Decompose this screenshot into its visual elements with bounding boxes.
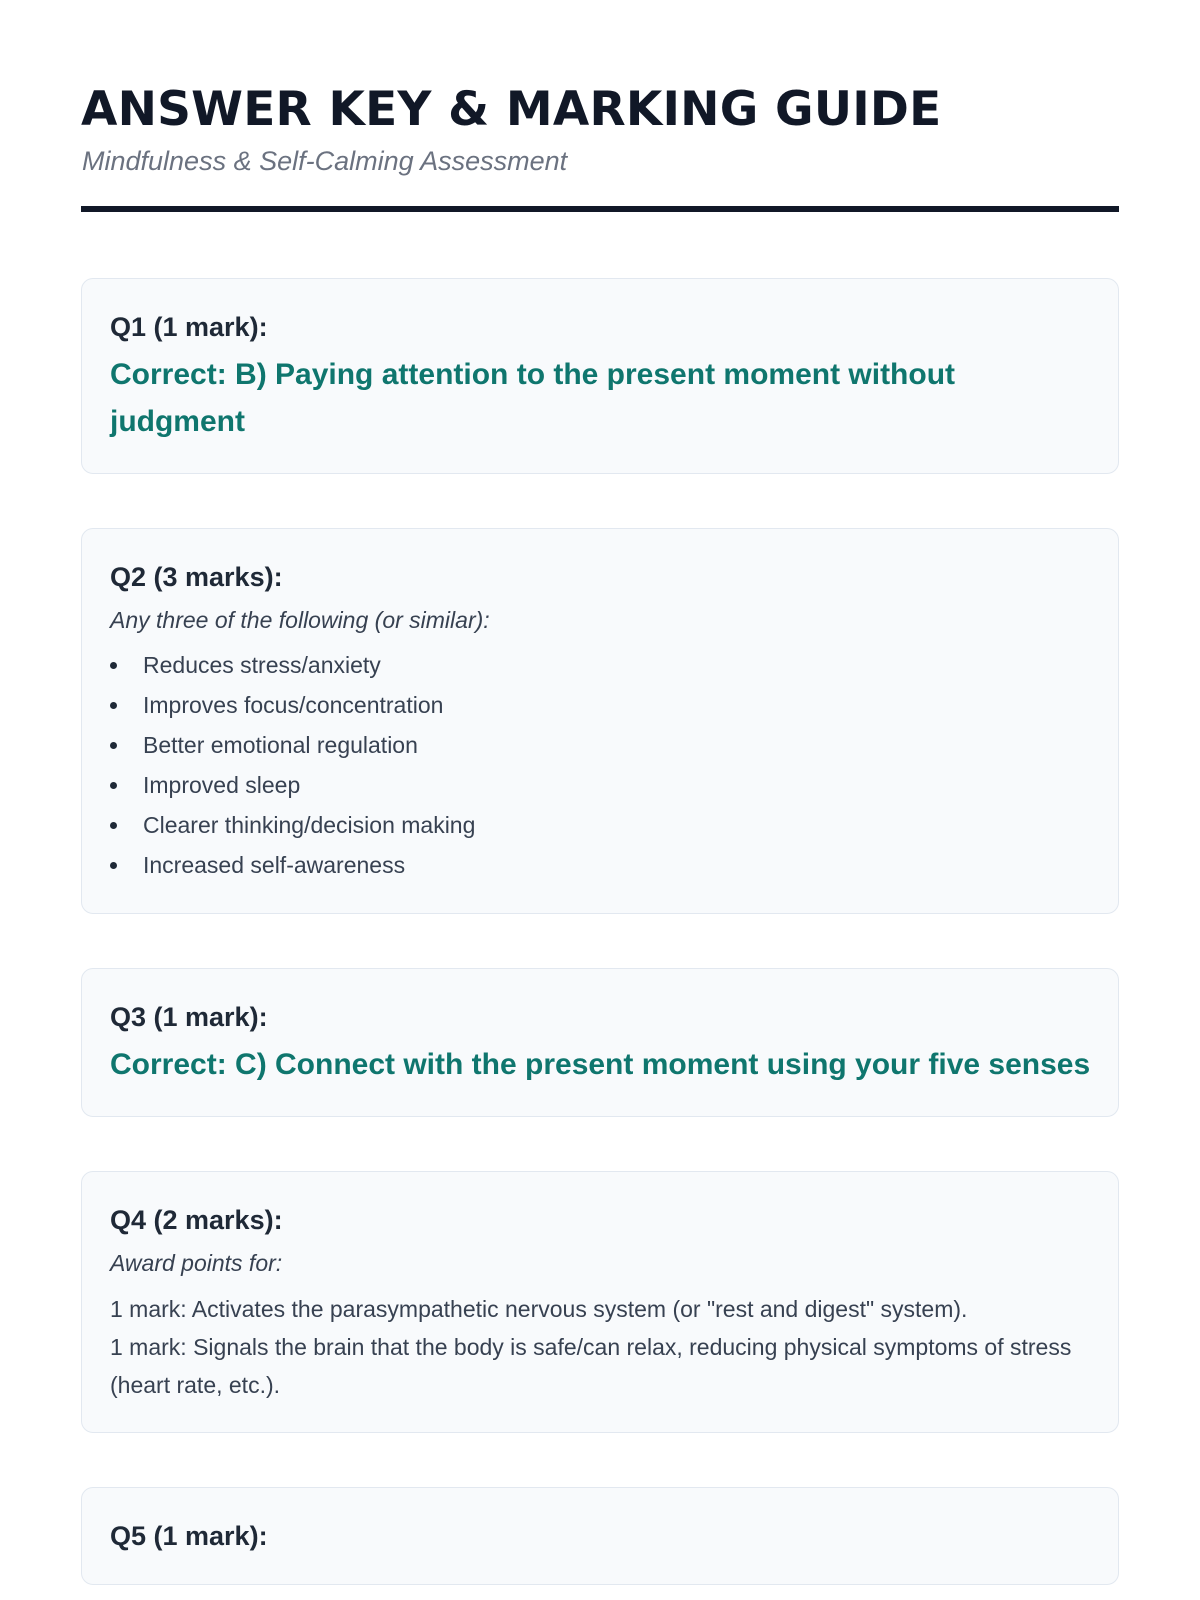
question-heading: Q1 (1 mark): — [110, 312, 268, 342]
marking-line: 1 mark: Activates the parasympathetic nervous system (or "rest and digest" system). — [110, 1296, 968, 1322]
list-item-text: Improved sleep — [143, 772, 301, 798]
question-card-q4 — [81, 1171, 1119, 1433]
list-item — [110, 685, 1091, 725]
question-heading: Q3 (1 mark): — [110, 1002, 268, 1032]
bullet-icon — [110, 782, 117, 789]
question-heading: Q2 (3 marks): — [110, 562, 283, 592]
correct-answer: Correct: C) Connect with the present moment using your five senses — [110, 1048, 1091, 1081]
list-item — [110, 765, 1091, 805]
bullet-icon — [110, 702, 117, 709]
question-card-q2 — [81, 528, 1119, 914]
list-item — [110, 645, 1091, 685]
correct-answer: Correct: B) Paying attention to the present moment without judgment — [110, 358, 956, 438]
acceptable-answers-list — [110, 645, 1091, 885]
bullet-icon — [110, 742, 117, 749]
question-card-q3 — [81, 968, 1119, 1117]
list-item-text: Clearer thinking/decision making — [143, 812, 476, 838]
marking-instruction: Award points for: — [110, 1250, 283, 1276]
list-item-text: Reduces stress/anxiety — [143, 652, 381, 678]
list-item — [110, 805, 1091, 845]
page-header — [81, 0, 1119, 212]
list-item — [110, 845, 1091, 885]
marking-criteria — [110, 1290, 1091, 1404]
question-card-q5 — [81, 1487, 1119, 1585]
question-heading: Q5 (1 mark): — [110, 1521, 268, 1551]
bullet-icon — [110, 862, 117, 869]
list-item-text: Better emotional regulation — [143, 732, 418, 758]
page-title: ANSWER KEY & MARKING GUIDE — [81, 82, 942, 137]
list-item — [110, 725, 1091, 765]
question-heading: Q4 (2 marks): — [110, 1205, 283, 1235]
bullet-icon — [110, 822, 117, 829]
header-divider — [81, 206, 1119, 212]
question-card-q1 — [81, 278, 1119, 474]
marking-line: 1 mark: Signals the brain that the body is safe/can relax, reducing physical symptoms of stress (heart rate, etc.). — [110, 1334, 1072, 1398]
page-subtitle: Mindfulness & Self-Calming Assessment — [82, 146, 568, 176]
answer-cards — [81, 278, 1119, 1585]
list-item-text: Increased self-awareness — [143, 852, 406, 878]
bullet-icon — [110, 662, 117, 669]
marking-instruction: Any three of the following (or similar): — [110, 607, 490, 633]
list-item-text: Improves focus/concentration — [143, 692, 444, 718]
